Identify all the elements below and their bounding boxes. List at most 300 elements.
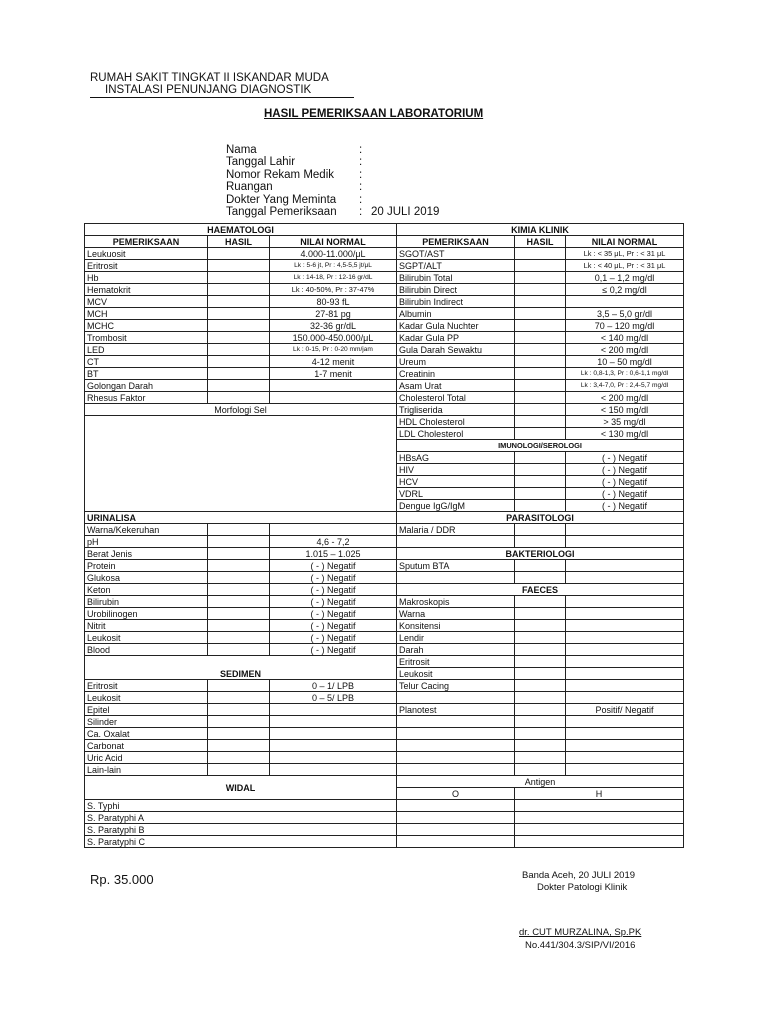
test-name: Silinder	[85, 716, 208, 728]
test-name: Kadar Gula Nuchter	[397, 320, 515, 332]
patient-label: Tanggal Pemeriksaan	[226, 206, 337, 219]
result-cell	[208, 596, 270, 608]
test-name: S. Paratyphi B	[85, 824, 397, 836]
patient-row-room: Ruangan :	[226, 181, 363, 194]
test-name: Cholesterol Total	[397, 392, 515, 404]
normal-value: 0 – 5/ LPB	[270, 692, 397, 704]
test-name: Makroskopis	[397, 596, 515, 608]
test-name: VDRL	[397, 488, 515, 500]
test-name: pH	[85, 536, 208, 548]
normal-value: 1-7 menit	[270, 368, 397, 380]
result-cell	[397, 812, 515, 824]
normal-value: Lk : < 40 μL, Pr : < 31 μL	[566, 260, 684, 272]
antigen-o-header: O	[397, 788, 515, 800]
result-cell	[515, 704, 566, 716]
antigen-header: Antigen	[397, 776, 684, 788]
result-cell	[208, 752, 270, 764]
normal-value: Lk : 14-18, Pr : 12-16 gr/dL	[270, 272, 397, 284]
normal-value: ( - ) Negatif	[270, 560, 397, 572]
result-cell	[515, 500, 566, 512]
result-cell	[515, 608, 566, 620]
patient-row-name: Nama :	[226, 144, 363, 156]
normal-value: Lk : 3,4-7,0, Pr : 2,4-5,7 mg/dl	[566, 380, 684, 392]
patient-label: Dokter Yang Meminta	[226, 193, 337, 206]
test-name: Bilirubin	[85, 596, 208, 608]
result-cell	[208, 308, 270, 320]
table-row	[85, 692, 684, 704]
patient-label: Nama	[226, 144, 257, 156]
blank-cell	[397, 572, 515, 584]
normal-value: ≤ 0,2 mg/dl	[566, 284, 684, 296]
result-cell	[515, 632, 566, 644]
table-row	[85, 404, 684, 416]
test-name: SGPT/ALT	[397, 260, 515, 272]
test-name: MCV	[85, 296, 208, 308]
normal-value	[566, 680, 684, 692]
normal-value	[566, 560, 684, 572]
result-cell	[515, 836, 684, 848]
test-name: Dengue IgG/IgM	[397, 500, 515, 512]
normal-value	[566, 572, 684, 584]
normal-value	[566, 536, 684, 548]
result-cell	[515, 476, 566, 488]
result-cell	[515, 740, 566, 752]
test-name: Glukosa	[85, 572, 208, 584]
test-name: HBsAG	[397, 452, 515, 464]
test-name: S. Paratyphi A	[85, 812, 397, 824]
result-cell	[208, 380, 270, 392]
result-cell	[515, 716, 566, 728]
normal-value: < 140 mg/dl	[566, 332, 684, 344]
patient-label: Ruangan	[226, 181, 273, 194]
normal-value	[566, 692, 684, 704]
test-name: S. Paratyphi C	[85, 836, 397, 848]
test-name: LDL Cholesterol	[397, 428, 515, 440]
patient-row-date: Tanggal Pemeriksaan : 20 JULI 2019	[226, 206, 440, 219]
normal-value	[270, 764, 397, 776]
table-row	[85, 812, 684, 824]
normal-value: Lk : 0-15, Pr : 0-20 mm/jam	[270, 344, 397, 356]
table-row	[85, 608, 684, 620]
result-cell	[515, 332, 566, 344]
table-row	[85, 656, 684, 668]
patient-row-doctor: Dokter Yang Meminta :	[226, 193, 363, 206]
result-cell	[515, 812, 684, 824]
section-title: WIDAL	[85, 776, 397, 800]
test-name: Warna/Kekeruhan	[85, 524, 208, 536]
normal-value: 10 – 50 mg/dl	[566, 356, 684, 368]
result-cell	[208, 608, 270, 620]
normal-value: ( - ) Negatif	[566, 452, 684, 464]
signer-role: Dokter Patologi Klinik	[537, 882, 628, 893]
result-cell	[208, 392, 270, 404]
normal-value	[270, 704, 397, 716]
normal-value	[270, 380, 397, 392]
test-name: Trigliserida	[397, 404, 515, 416]
table-row	[85, 836, 684, 848]
normal-value: Lk : < 35 μL, Pr : < 31 μL	[566, 248, 684, 260]
test-name: Berat Jenis	[85, 548, 208, 560]
section-title: FAECES	[397, 584, 684, 596]
blank-cell	[397, 740, 515, 752]
normal-value	[566, 620, 684, 632]
normal-value	[566, 656, 684, 668]
test-name: MCH	[85, 308, 208, 320]
result-cell	[515, 296, 566, 308]
table-row	[85, 572, 684, 584]
blank-cell	[397, 692, 515, 704]
result-cell	[515, 824, 684, 836]
section-title: HAEMATOLOGI	[85, 224, 397, 236]
test-name: Leukuosit	[85, 248, 208, 260]
lab-results-table	[84, 223, 684, 848]
morfologi-sel-label: Morfologi Sel	[85, 404, 397, 416]
result-cell	[208, 728, 270, 740]
normal-value: > 35 mg/dl	[566, 416, 684, 428]
header-divider	[90, 97, 354, 98]
normal-value: 1.015 – 1.025	[270, 548, 397, 560]
normal-value: < 200 mg/dl	[566, 392, 684, 404]
table-row	[85, 368, 684, 380]
table-row	[85, 680, 684, 692]
table-row	[85, 704, 684, 716]
result-cell	[515, 404, 566, 416]
patient-label: Nomor Rekam Medik	[226, 168, 334, 181]
test-name: Protein	[85, 560, 208, 572]
result-cell	[515, 692, 566, 704]
column-header: PEMERIKSAAN	[397, 236, 515, 248]
result-cell	[515, 380, 566, 392]
hospital-name: RUMAH SAKIT TINGKAT II ISKANDAR MUDA	[90, 72, 329, 84]
result-cell	[515, 392, 566, 404]
table-row	[85, 824, 684, 836]
test-name: Hb	[85, 272, 208, 284]
result-cell	[515, 728, 566, 740]
test-name: Eritrosit	[85, 260, 208, 272]
table-row	[85, 284, 684, 296]
test-name: CT	[85, 356, 208, 368]
normal-value	[270, 752, 397, 764]
test-name: Golongan Darah	[85, 380, 208, 392]
doctor-license: No.441/304.3/SIP/VI/2016	[525, 940, 636, 951]
test-name: HIV	[397, 464, 515, 476]
normal-value: ( - ) Negatif	[566, 476, 684, 488]
test-name: Planotest	[397, 704, 515, 716]
result-cell	[208, 356, 270, 368]
normal-value: ( - ) Negatif	[270, 620, 397, 632]
test-name: Konsitensi	[397, 620, 515, 632]
result-cell	[397, 836, 515, 848]
test-name: Creatinin	[397, 368, 515, 380]
normal-value: 80-93 fL	[270, 296, 397, 308]
section-title: KIMIA KLINIK	[397, 224, 684, 236]
test-name: Ureum	[397, 356, 515, 368]
table-row	[85, 716, 684, 728]
test-name: Epitel	[85, 704, 208, 716]
result-cell	[208, 740, 270, 752]
normal-value	[566, 608, 684, 620]
normal-value: < 130 mg/dl	[566, 428, 684, 440]
normal-value	[270, 392, 397, 404]
test-name: Eritrosit	[397, 656, 515, 668]
patient-row-dob: Tanggal Lahir :	[226, 156, 363, 169]
patient-info	[226, 144, 439, 218]
section-title: BAKTERIOLOGI	[397, 548, 684, 560]
test-name: Bilirubin Direct	[397, 284, 515, 296]
normal-value: 0 – 1/ LPB	[270, 680, 397, 692]
normal-value: 150.000-450.000/μL	[270, 332, 397, 344]
test-name: Leukosit	[397, 668, 515, 680]
table-row	[85, 308, 684, 320]
test-name: Bilirubin Indirect	[397, 296, 515, 308]
result-cell	[515, 320, 566, 332]
blank-cell	[397, 536, 515, 548]
result-cell	[515, 596, 566, 608]
table-row	[85, 380, 684, 392]
normal-value: < 150 mg/dl	[566, 404, 684, 416]
table-row	[85, 248, 684, 260]
normal-value	[566, 596, 684, 608]
test-name: Asam Urat	[397, 380, 515, 392]
table-row	[85, 272, 684, 284]
result-cell	[208, 764, 270, 776]
table-row	[85, 752, 684, 764]
result-cell	[515, 260, 566, 272]
result-cell	[515, 764, 566, 776]
table-row	[85, 536, 684, 548]
table-row	[85, 644, 684, 656]
table-row	[85, 584, 684, 596]
normal-value	[270, 728, 397, 740]
test-name: Malaria / DDR	[397, 524, 515, 536]
normal-value	[566, 524, 684, 536]
section-title: IMUNOLOGI/SEROLOGI	[397, 440, 684, 452]
column-header: HASIL	[515, 236, 566, 248]
test-name: Uric Acid	[85, 752, 208, 764]
patient-row-mrn: Nomor Rekam Medik :	[226, 168, 363, 181]
result-cell	[208, 692, 270, 704]
blank-cell	[397, 752, 515, 764]
test-name: HDL Cholesterol	[397, 416, 515, 428]
result-cell	[515, 668, 566, 680]
unit-name: INSTALASI PENUNJANG DIAGNOSTIK	[105, 84, 312, 96]
table-row	[85, 740, 684, 752]
normal-value: 32-36 gr/dL	[270, 320, 397, 332]
normal-value	[566, 296, 684, 308]
result-cell	[515, 428, 566, 440]
result-cell	[515, 644, 566, 656]
test-name: Lain-lain	[85, 764, 208, 776]
table-row	[85, 260, 684, 272]
result-cell	[208, 584, 270, 596]
blank-cell	[397, 728, 515, 740]
table-row	[85, 776, 684, 788]
table-row	[85, 560, 684, 572]
result-cell	[208, 620, 270, 632]
column-header: NILAI NORMAL	[566, 236, 684, 248]
result-cell	[515, 416, 566, 428]
result-cell	[515, 536, 566, 548]
table-row	[85, 728, 684, 740]
result-cell	[208, 248, 270, 260]
table-row	[85, 596, 684, 608]
test-name: Sputum BTA	[397, 560, 515, 572]
result-cell	[208, 368, 270, 380]
section-title: URINALISA	[85, 512, 397, 524]
section-title: PARASITOLOGI	[397, 512, 684, 524]
normal-value: ( - ) Negatif	[270, 584, 397, 596]
result-cell	[515, 344, 566, 356]
normal-value: 4.000-11.000/μL	[270, 248, 397, 260]
normal-value	[270, 740, 397, 752]
column-header: HASIL	[208, 236, 270, 248]
morfologi-sel-area	[85, 416, 397, 512]
result-cell	[515, 452, 566, 464]
section-title: SEDIMEN	[85, 656, 397, 680]
normal-value	[566, 632, 684, 644]
test-name: Albumin	[397, 308, 515, 320]
normal-value	[566, 752, 684, 764]
result-cell	[208, 644, 270, 656]
result-cell	[515, 656, 566, 668]
result-cell	[208, 536, 270, 548]
normal-value: < 200 mg/dl	[566, 344, 684, 356]
test-name: MCHC	[85, 320, 208, 332]
test-name: Carbonat	[85, 740, 208, 752]
result-cell	[397, 824, 515, 836]
test-name: Trombosit	[85, 332, 208, 344]
document-title: HASIL PEMERIKSAAN LABORATORIUM	[264, 108, 484, 120]
blank-cell	[397, 716, 515, 728]
result-cell	[515, 572, 566, 584]
result-cell	[208, 632, 270, 644]
normal-value: Lk : 5-6 jt, Pr : 4,5-5,5 jt/μL	[270, 260, 397, 272]
test-name: Lendir	[397, 632, 515, 644]
normal-value	[566, 728, 684, 740]
result-cell	[208, 560, 270, 572]
result-cell	[208, 320, 270, 332]
test-name: Rhesus Faktor	[85, 392, 208, 404]
test-name: Leukosit	[85, 692, 208, 704]
table-row	[85, 356, 684, 368]
result-cell	[208, 344, 270, 356]
normal-value: Positif/ Negatif	[566, 704, 684, 716]
normal-value: 4,6 - 7,2	[270, 536, 397, 548]
result-cell	[208, 260, 270, 272]
column-header: PEMERIKSAAN	[85, 236, 208, 248]
result-cell	[515, 368, 566, 380]
result-cell	[515, 284, 566, 296]
test-name: Warna	[397, 608, 515, 620]
normal-value: ( - ) Negatif	[566, 488, 684, 500]
result-cell	[208, 296, 270, 308]
result-cell	[515, 272, 566, 284]
table-row	[85, 548, 684, 560]
normal-value: 0,1 – 1,2 mg/dl	[566, 272, 684, 284]
blank-cell	[397, 764, 515, 776]
normal-value: 70 – 120 mg/dl	[566, 320, 684, 332]
result-cell	[208, 716, 270, 728]
test-name: Telur Cacing	[397, 680, 515, 692]
table-row	[85, 512, 684, 524]
test-name: SGOT/AST	[397, 248, 515, 260]
normal-value: ( - ) Negatif	[270, 608, 397, 620]
result-cell	[208, 680, 270, 692]
result-cell	[208, 572, 270, 584]
test-name: S. Typhi	[85, 800, 397, 812]
table-row	[85, 236, 684, 248]
normal-value: 3,5 – 5,0 gr/dl	[566, 308, 684, 320]
table-row	[85, 224, 684, 236]
result-cell	[208, 704, 270, 716]
patient-label: Tanggal Lahir	[226, 156, 296, 169]
normal-value: 27-81 pg	[270, 308, 397, 320]
table-row	[85, 632, 684, 644]
result-cell	[515, 752, 566, 764]
place-date: Banda Aceh, 20 JULI 2019	[522, 870, 636, 881]
test-name: Hematokrit	[85, 284, 208, 296]
normal-value: ( - ) Negatif	[270, 644, 397, 656]
test-name: BT	[85, 368, 208, 380]
test-name: LED	[85, 344, 208, 356]
table-row	[85, 524, 684, 536]
result-cell	[515, 800, 684, 812]
normal-value: ( - ) Negatif	[566, 464, 684, 476]
normal-value: ( - ) Negatif	[566, 500, 684, 512]
test-name: Kadar Gula PP	[397, 332, 515, 344]
table-row	[85, 296, 684, 308]
test-name: Gula Darah Sewaktu	[397, 344, 515, 356]
result-cell	[515, 464, 566, 476]
test-name: Leukosit	[85, 632, 208, 644]
normal-value	[270, 716, 397, 728]
result-cell	[208, 284, 270, 296]
table-row	[85, 800, 684, 812]
normal-value: Lk : 0,8-1,3, Pr : 0,6-1,1 mg/dl	[566, 368, 684, 380]
normal-value	[566, 644, 684, 656]
test-name: Darah	[397, 644, 515, 656]
test-name: Keton	[85, 584, 208, 596]
result-cell	[515, 620, 566, 632]
normal-value	[566, 740, 684, 752]
result-cell	[515, 488, 566, 500]
normal-value: ( - ) Negatif	[270, 596, 397, 608]
price: Rp. 35.000	[90, 872, 154, 887]
normal-value: 4-12 menit	[270, 356, 397, 368]
result-cell	[515, 680, 566, 692]
doctor-name: dr. CUT MURZALINA, Sp.PK	[519, 927, 642, 938]
test-name: Bilirubin Total	[397, 272, 515, 284]
test-name: Blood	[85, 644, 208, 656]
result-cell	[515, 524, 566, 536]
normal-value	[566, 668, 684, 680]
antigen-h-header: H	[515, 788, 684, 800]
test-name: Ca. Oxalat	[85, 728, 208, 740]
result-cell	[208, 524, 270, 536]
test-name: Eritrosit	[85, 680, 208, 692]
result-cell	[208, 332, 270, 344]
table-row	[85, 344, 684, 356]
normal-value: Lk : 40-50%, Pr : 37-47%	[270, 284, 397, 296]
result-cell	[208, 272, 270, 284]
normal-value	[270, 524, 397, 536]
table-row	[85, 764, 684, 776]
column-header: NILAI NORMAL	[270, 236, 397, 248]
result-cell	[515, 308, 566, 320]
result-cell	[515, 356, 566, 368]
test-name: Nitrit	[85, 620, 208, 632]
table-row	[85, 620, 684, 632]
